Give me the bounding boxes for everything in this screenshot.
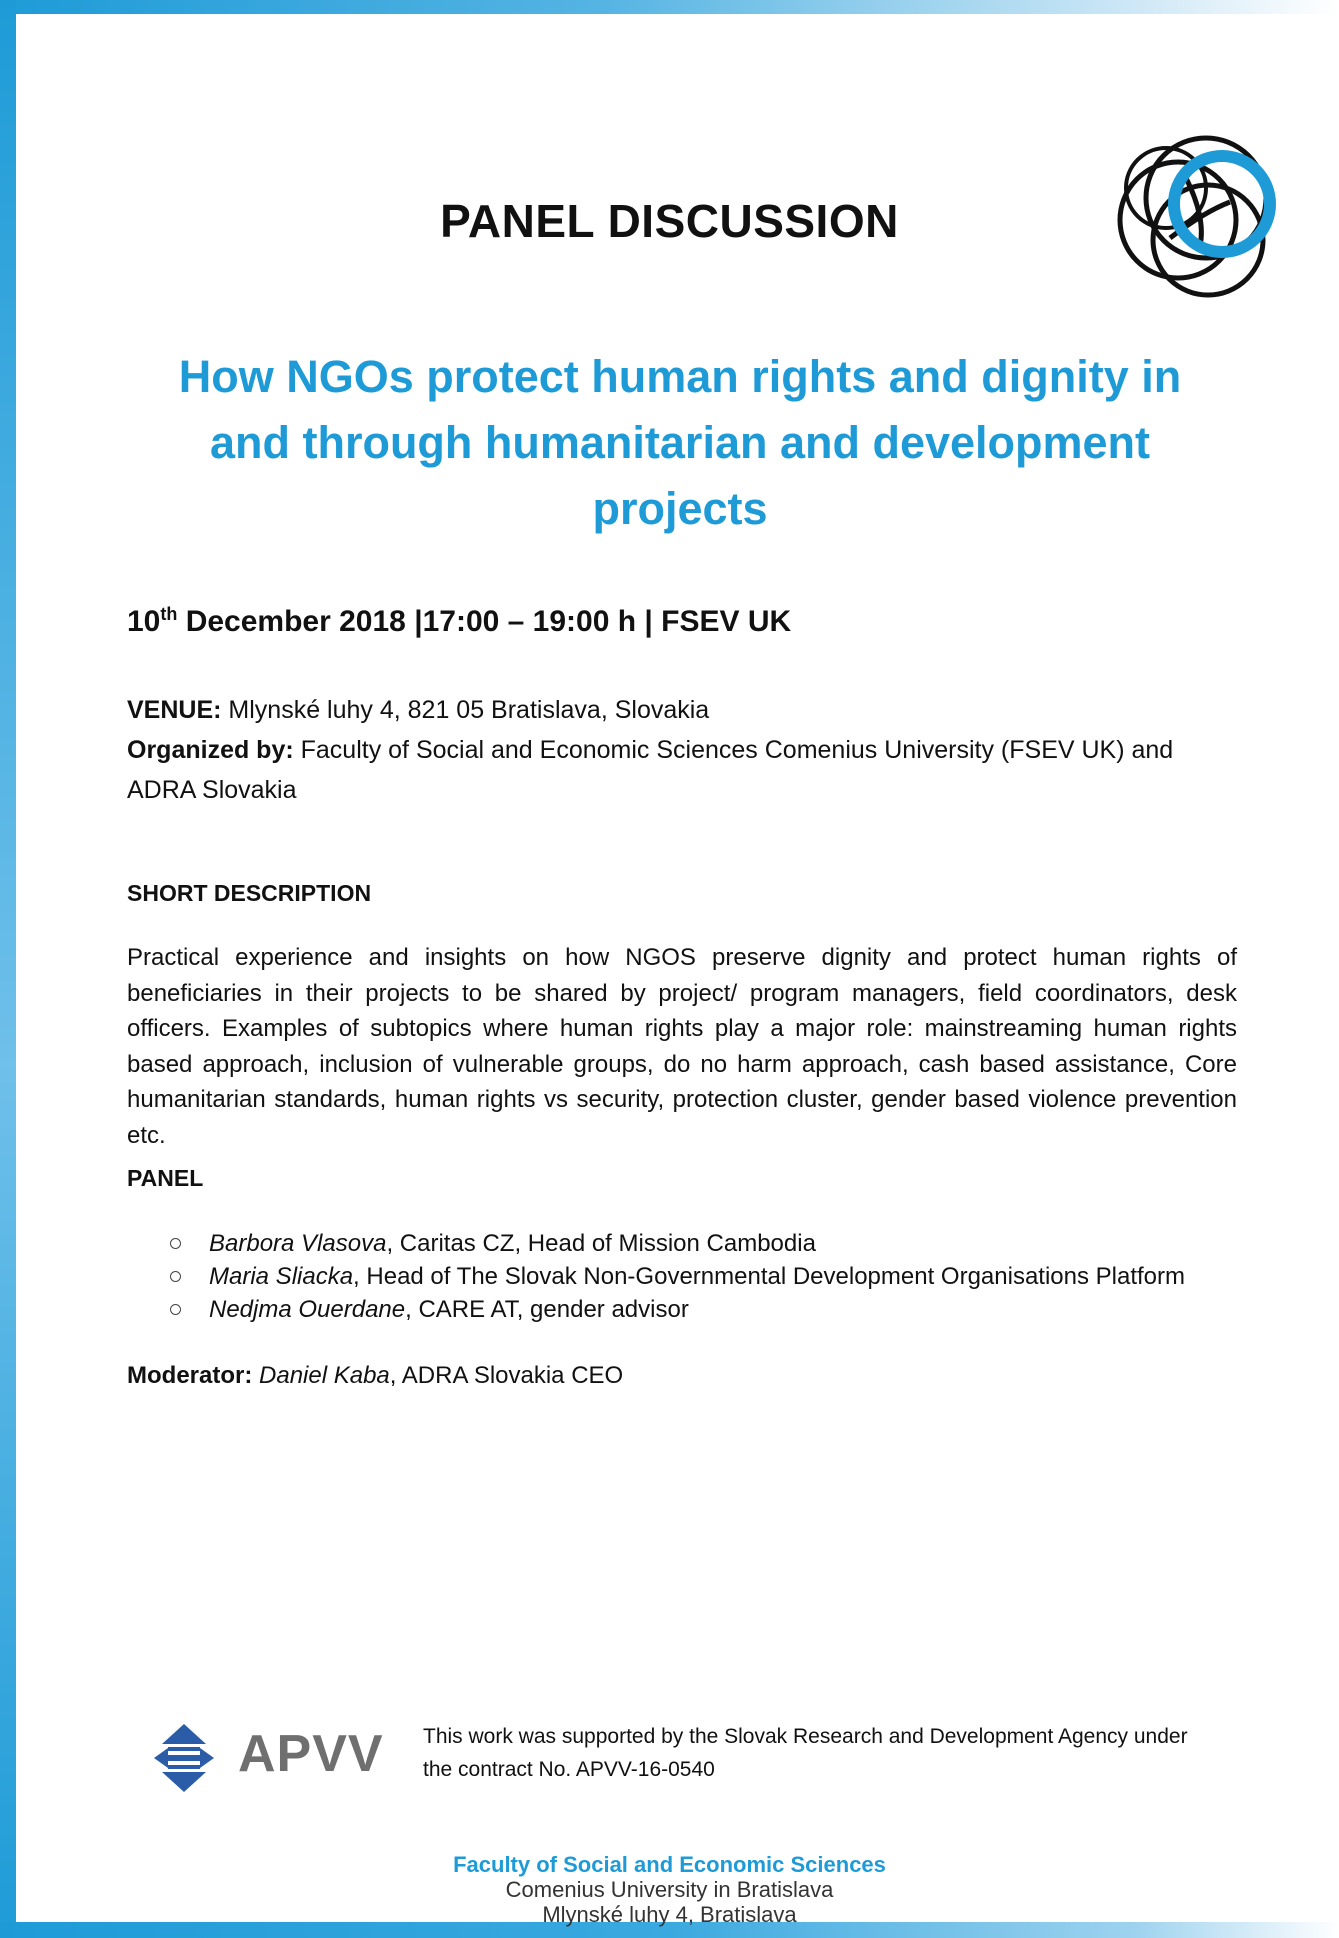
frame-top-border	[0, 0, 1339, 14]
event-date-rest: December 2018 |17:00 – 19:00 h | FSEV UK	[177, 605, 792, 638]
organizer-value: Faculty of Social and Economic Sciences Comenius University (FSEV UK) and	[293, 736, 1174, 764]
venue-line	[127, 690, 709, 730]
organizer-line-1	[127, 730, 1173, 770]
short-description-heading: SHORT DESCRIPTION	[127, 880, 372, 906]
footer-address	[0, 1852, 1339, 1927]
list-item	[170, 1260, 1185, 1293]
event-title-line-1: How NGOs protect human rights and dignity in	[178, 351, 1182, 402]
support-line-2: the contract No. APVV-16-0540	[423, 1758, 715, 1781]
panelist-name: Nedjma Ouerdane	[209, 1296, 406, 1323]
short-description-text: Practical experience and insights on how NGOS preserve dignity and protect human rights of beneficiaries in their projects to be shared by project/ program managers, field coordinators, desk officers. Examples of subtopics where human rights play a major role: mainstreaming human rights based approach, inclusion of vulnerable groups, do no harm approach, cash based assistance, Core humanitarian standards, human rights vs security, protection cluster, gender based violence prevention etc.	[127, 944, 1237, 1149]
event-title-line-2: and through humanitarian and development	[209, 417, 1151, 468]
moderator-role: , ADRA Slovakia CEO	[389, 1362, 624, 1389]
organizer-block	[127, 730, 1173, 810]
support-line-1: This work was supported by the Slovak Research and Development Agency under	[423, 1725, 1188, 1748]
panel-heading: PANEL	[127, 1165, 204, 1191]
moderator-line	[127, 1362, 623, 1390]
footer-street: Mlynské luhy 4, Bratislava	[542, 1902, 797, 1927]
venue-label: VENUE:	[127, 696, 222, 724]
panelist-name: Barbora Vlasova	[209, 1230, 387, 1257]
apvv-logo-text: APVV	[238, 1725, 384, 1783]
event-day-suffix: th	[160, 604, 178, 624]
footer-faculty: Faculty of Social and Economic Sciences	[453, 1852, 886, 1877]
event-day: 10	[127, 605, 161, 638]
panelist-role: , Caritas CZ, Head of Mission Cambodia	[386, 1230, 816, 1257]
panelist-role: , Head of The Slovak Non-Governmental Development Organisations Platform	[353, 1263, 1186, 1290]
venue-value: Mlynské luhy 4, 821 05 Bratislava, Slovakia	[221, 696, 710, 724]
frame-left-border	[0, 0, 16, 1938]
organizer-label: Organized by:	[127, 736, 294, 764]
bullet-icon	[170, 1304, 181, 1315]
panel-member-list	[170, 1227, 1185, 1326]
panel-title: PANEL DISCUSSION	[440, 195, 899, 247]
event-title	[130, 344, 1230, 542]
event-title-line-3: projects	[592, 483, 768, 534]
event-date-time	[127, 604, 791, 639]
list-item	[170, 1293, 1185, 1326]
organizer-line-2: ADRA Slovakia	[127, 776, 297, 804]
bullet-icon	[170, 1271, 181, 1282]
bullet-icon	[170, 1238, 181, 1249]
panelist-name: Maria Sliacka	[209, 1263, 354, 1290]
support-statement	[423, 1720, 1243, 1786]
moderator-name: Daniel Kaba	[259, 1362, 390, 1389]
moderator-label: Moderator:	[127, 1362, 253, 1389]
panelist-role: , CARE AT, gender advisor	[405, 1296, 689, 1323]
list-item	[170, 1227, 1185, 1260]
footer-university: Comenius University in Bratislava	[505, 1877, 834, 1902]
